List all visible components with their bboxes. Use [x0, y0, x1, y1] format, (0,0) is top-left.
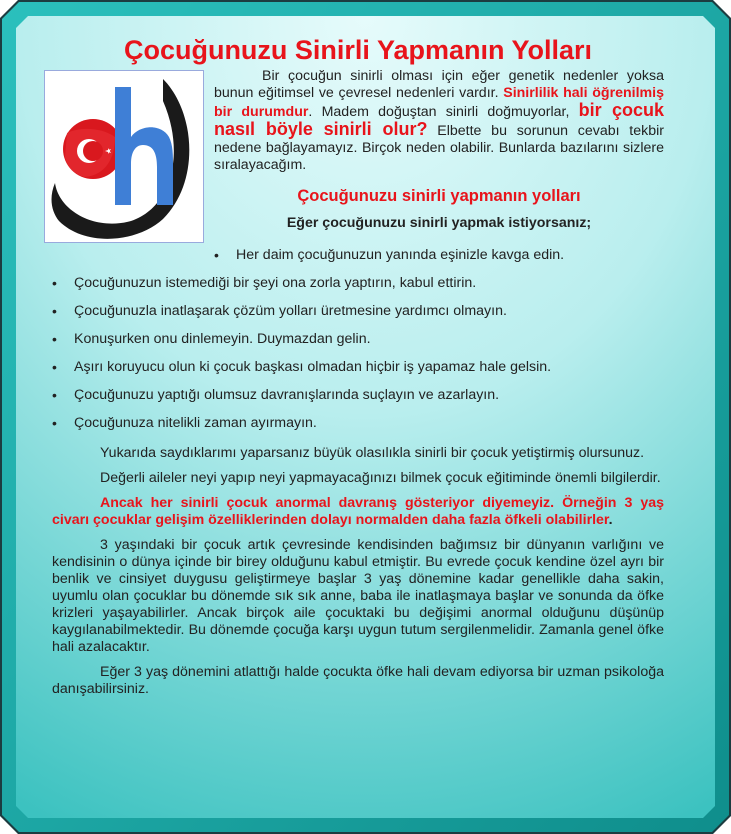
intro-text-1: Bir çocuğun sinirli olması için eğer genetik nedenler yoksa bunun eğitimsel ve çevresel nedenleri vardır. — [214, 68, 664, 101]
paragraph-1-text: Yukarıda saydıklarımı yaparsanız büyük olasılıkla sinirli bir çocuk yetiştirmiş olursunuz. — [100, 445, 645, 461]
paragraph-2-text: Değerli aileler neyi yapıp neyi yapmayacağınızı bilmek çocuk eğitiminde önemli bilgilerdir. — [100, 470, 661, 486]
list-item: • Çocuğunuzu yaptığı olumsuz davranışlarında suçlayın ve azarlayın. — [52, 381, 664, 409]
list-item: • Her daim çocuğunuzun yanında eşinizle kavga edin. — [214, 241, 664, 269]
list-item: • Çocuğunuza nitelikli zaman ayırmayın. — [52, 409, 664, 437]
intro-text-3: Elbette bu sorunun cevabı tekbir nedene bağlayamayız. Birçok neden olabilir. Bunlarda bazılarını sizlere sıralayacağım. — [214, 123, 664, 173]
paragraph-4 — [52, 537, 664, 656]
intro-text-2: . Madem doğuştan sinirli doğmuyorlar, — [308, 104, 570, 120]
paragraph-3-period: . — [608, 512, 613, 528]
list-item: • Çocuğunuzun istemediği bir şeyi ona zorla yaptırın, kabul ettirin. — [52, 269, 664, 297]
paragraph-4-text: 3 yaşındaki bir çocuk artık çevresinde kendisinden bağımsız bir dünyanın varlığını ve kendisinin o dünya içinde bir birey olduğunu kabul etmiştir. Bu evrede çocuk kendine özel ayrı bir benlik ve cinsiyet duygusu geliştirmeye başlar 3 yaş dönemine kadar genellikle daha sakin, uyumlu olan çocuklar bu dönemde sık sık anne, baba ile inatlaşmaya başlar ve sonunda da öfke krizleri yaşayabilirler. Ancak birçok aile çocuktaki bu değişimi anormal olduğunu düşünüp kaygılanabilmektedir. Bu dönemde çocuğa karşı uygun tutum sergilenmelidir. Zamanla genel öfke hali azalacaktır. — [52, 537, 664, 655]
list-item: • Aşırı koruyucu olun ki çocuk başkası olmadan hiçbir iş yapamaz hale gelsin. — [52, 353, 664, 381]
section-subheading: Eğer çocuğunuzu sinirli yapmak istiyorsanız; — [286, 215, 592, 231]
list-item: • Konuşurken onu dinlemeyin. Duymazdan gelin. — [52, 325, 664, 353]
dh-logo — [44, 70, 204, 243]
paragraph-5-text: Eğer 3 yaş dönemini atlattığı halde çocukta öfke hali devam ediyorsa bir uzman psikoloğa danışabilirsiniz. — [52, 664, 664, 697]
paragraph-3-highlight — [52, 495, 664, 529]
paragraph-1 — [52, 445, 664, 462]
dh-logo-icon — [45, 71, 203, 242]
page-title: Çocuğunuzu Sinirli Yapmanın Yolları — [123, 35, 593, 65]
paragraph-5 — [52, 664, 664, 698]
article-content — [52, 34, 664, 698]
intro-highlight: Sinirlilik hali öğrenilmiş bir durumdur — [214, 85, 664, 120]
paragraph-2 — [52, 470, 664, 487]
list-item: • Çocuğunuzla inatlaşarak çözüm yolları üretmesine yardımcı olmayın. — [52, 297, 664, 325]
intro-question: bir çocuk nasıl böyle sinirli olur? — [214, 100, 664, 139]
paragraph-3-text: Ancak her sinirli çocuk anormal davranış gösteriyor diyemeyiz. Örneğin 3 yaş civarı çocuklar gelişim özelliklerinden dolayı normalden daha fazla öfkeli olabilirler — [52, 495, 664, 528]
tips-list — [52, 241, 664, 437]
section-heading: Çocuğunuzu sinirli yapmanın yolları — [297, 187, 581, 205]
